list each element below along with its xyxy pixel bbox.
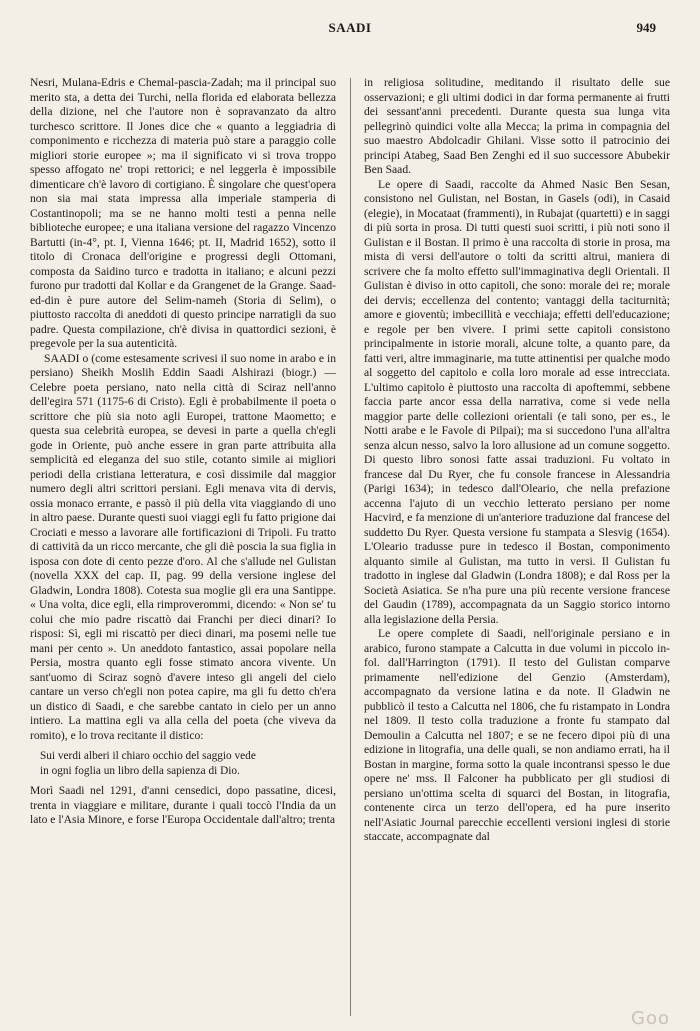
page-number: 949 [636,20,656,35]
verse-line: Sui verdi alberi il chiaro occhio del saggio vede [40,750,256,762]
text-columns [30,76,670,1016]
verse-quote [40,749,336,778]
paragraph: Le opere di Saadi, raccolte da Ahmed Nasic Ben Sesan, consistono nel Gulistan, nel Bostan, in Gasels (odi), in Casaid (elegie), in Mocataat (frammenti), in Rubajat (quartetti) e in saggi di più sorta in prosa. Di tutti questi suoi scritti, i più noti sono il Gulistan e il Bostan. Il primo è una raccolta di storie in prosa, ma mista di versi dell'autore o tolti da scritti altrui, maniera di scrivere che fa molto effetto sull'immaginativa degli Orientali. Il Gulistan è diviso in otto capitoli, che sono: morale dei re; morale dei dervis; eccellenza del contento; vantaggi della taciturnità; amore e gioventù; imbecillità e vecchiaja; effetti dell'educazione; e regole per ben vivere. I primi sette capitoli consistono principalmente in istorie morali, alcune tolte, a quanto pare, da fatti veri, altre immaginarie, ma tutte attinentisi per qualche modo al soggetto del capitolo e colla loro morale ad esse intrecciata. L'ultimo capitolo è piuttosto una raccolta di apoftemmi, sebbene faccia parte ancor essa della narrativa, come si vede nella maggior parte delle collezioni orientali (e tali sono, per es., le Notti arabe e le Favole di Pilpai); ma si succedono l'una all'altra senza alcun nesso, salvo la loro allusione ad un comune soggetto. Di questo libro sonosi fatte assai traduzioni. Fu voltato in francese dal Du Ryer, che fu console francese in Alessandria (Parigi 1634); in tedesco dall'Oleario, che nella prefazione accenna l'ajuto di un vecchio letterato persiano per nome Hacvird, e fa menzione di un'anteriore traduzione dal francese del suddetto Du Ryer. Questa versione fu stampata a Slesvig (1654). L'Oleario tradusse pure in tedesco il Bostan, componimento alquanto simile al Gulistan, ma tutto in versi. Il Gulistan fu tradotto in inglese dal Gladwin (Londra 1808); e dal Ross per la Società Asiatica. Se n'ha pure una più recente versione francese del Gaudin (1789), accompagnata da un Saggio storico intorno alla legislazione della Persia. [364,177,670,626]
column-divider [350,78,351,1016]
paragraph: in religiosa solitudine, meditando il risultato delle sue osservazioni; e gli ultimi dodici in dar forma permanente ai frutti dei sessant'anni precedenti. Durante questa sua lunga vita pellegrinò quindici volte alla Mecca; la prima in compagnia del suo maestro Abdolcadir Ghilani. Visse sotto il patrocinio dei principi Atabeg, Saad Ben Zenghi ed il suo successore Abubekir Ben Saad. [364,76,670,176]
paragraph: Morì Saadi nel 1291, d'anni censedici, dopo passatine, dicesi, trenta in viaggiare e militare, durante i quali toccò l'India da un lato e l'Asia Minore, e forse l'Europa Occidentale dall'altro; trenta [30,784,336,826]
left-column [30,76,336,1016]
running-head: SAADI [328,20,372,35]
right-column [364,76,670,1016]
watermark: Goo [631,1008,670,1029]
paragraph: Nesri, Mulana-Edris e Chemal-pascia-Zadah; ma il principal suo merito sta, a detta dei Turchi, nella florida ed elaborata bellezza della dizione, nel che l'autore non è sopravanzato da altro turchesco scrittore. Il Jones dice che « quanto a leggiadria di componimento e ricchezza di materia può stare a paraggio colle migliori storie europee »; ma il significato vi si trova troppo spesso affogato ne' tropi rettorici; e nel leggerla è impossibile dimenticare ch'è lavoro di cortigiano. È singolare che quest'opera non sia mai stata impressa alla imperiale stamperia di Costantinopoli; ma se ne hanno molti testi a penna nelle biblioteche europee; e una italiana versione del ragazzo Vincenzo Bartutti (in-4°, pt. I, Vienna 1646; pt. II, Madrid 1652), sotto il titolo di Cronaca dell'origine e progressi degli Ottomani, composta da Saidino turco e tradotta in italiano; e alcuni pezzi furono pur tradotti dal Kollar e da Grangenet de la Grange. Saad-ed-din è pure autore del Selim-nameh (Storia di Selim), o piuttosto raccolta di aneddoti di questo principe narratigli da suo padre. Questa compilazione, ch'è divisa in quattordici sezioni, è pregevole per la sua autenticità. [30,76,336,350]
page-header [44,20,656,40]
paragraph: Le opere complete di Saadi, nell'originale persiano e in arabico, furono stampate a Calcutta in due volumi in piccolo in-fol. dall'Harrington (1791). Il testo del Gulistan comparve primamente nell'edizione del Genzio (Amsterdam), accompagnato da versione latina e da note. Il Gladwin ne pubblicò il testo a Calcutta nel 1806, che fu ristampato in Londra nel 1809. Il testo colla traduzione a fronte fu stampato dal Demoulin a Calcutta nel 1807; e se ne fecero dipoi più di una edizione in litografia, una delle quali, se non andiamo errati, ha il Bostan in margine, forma sotto la quale incontransi spesso le due opere ne' mss. Il Falconer ha pubblicato per gli studiosi di persiano un'ottima scelta di squarci del Bostan, in litografia, contenente circa un terzo dell'opera, ed ha pure inserito nell'Asiatic Journal parecchie eccellenti versioni inglesi di storie staccate, accompagnate dal [364,627,670,843]
verse-line: in ogni foglia un libro della sapienza di Dio. [40,764,240,777]
paragraph: SAADI o (come estesamente scrivesi il suo nome in arabo e in persiano) Sheikh Moslih Eddin Saadi Alshirazi (biogr.) — Celebre poeta persiano, nato nella città di Sciraz nell'anno dell'egira 571 (1175-6 di Cristo). Egli è probabilmente il poeta o scrittore che più sia noto agli Europei, trattone Maometto; e questa sua celebrità europea, se devesi in parte a quella ch'egli gode in Oriente, può anche essere in gran parte attribuita alla semplicità ed eleganza del suo stile, cotanto simile ai migliori periodi della cristiana letteratura, e così dissimile dal maggior numero degli altri scrittori persiani. Egli menava vita di dervis, ossia monaco errante, e passò il più della vita viaggiando di uno in altro paese. Durante questi suoi viaggi egli fu fatto prigione dai Crociati e messo a lavorare alle fortificazioni di Tripoli. Fu tratto di cattività da un ricco mercante, che gli diè poscia la sua figlia in isposa con dote di cento pezze d'oro. Al che s'allude nel Gulistan (novella XXX del cap. II, pag. 99 della versione inglese del Gladwin, Londra 1808). Cotesta sua moglie gli era una Santippe. « Una volta, dice egli, ella rimproverommi, dicendo: « Non se' tu colui che mio padre riscattò dai Franchi per dieci dinari? Io risposi: Sì, egli mi riscattò per dieci dinari, ma posemi nelle tue mani per cento ». Un aneddoto fantastico, assai popolare nella Persia, mostra quanto egli fosse stimato ancora vivente. Un sant'uomo di Sciraz sognò d'avere inteso gli angeli del cielo cantare un verso ch'egli non potea capire, ma gli fu detto ch'era un distico di Saadi, e che sarebbe cantato in cielo per un anno intiero. La mattina egli va alla cella del poeta (che viveva da romito), e lo trova recitante il distico: [30,351,336,742]
